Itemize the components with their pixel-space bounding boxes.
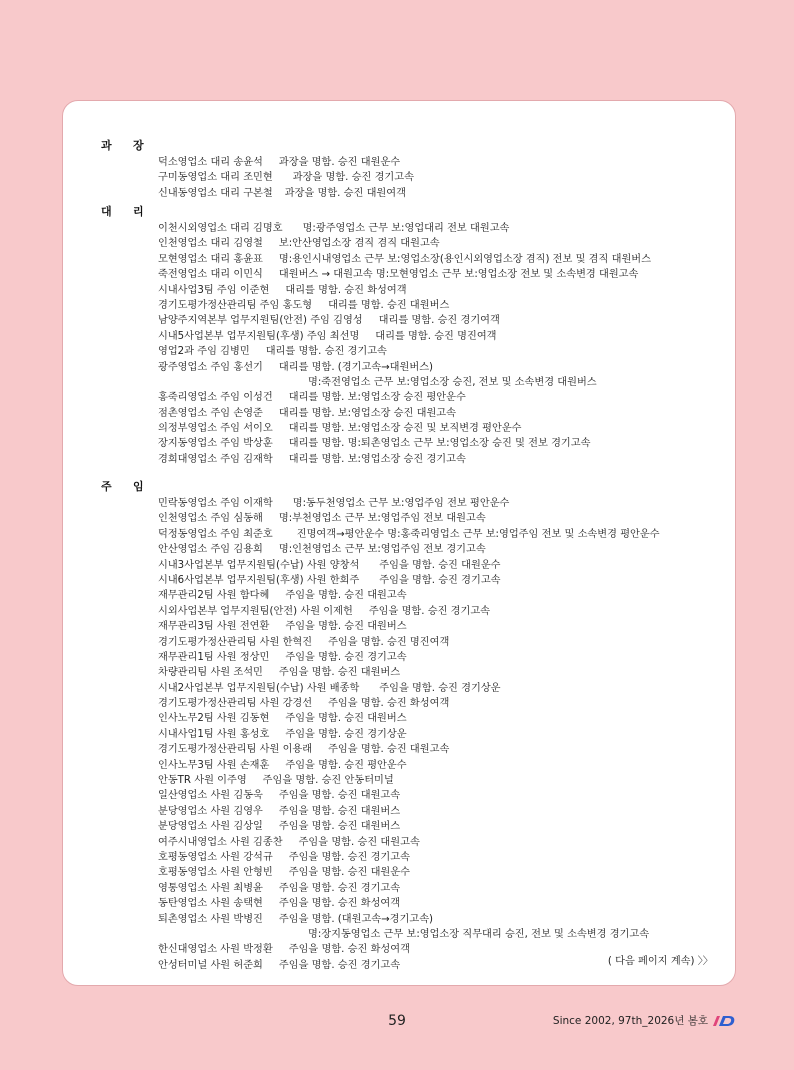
- person: 덕소영업소 대리 송윤석: [158, 157, 263, 168]
- action: 대원버스 → 대원고속 명:모현영업소 근무 보:영업소장 전보 및 소속변경 대원고속: [278, 269, 639, 281]
- person: 경기도평가정산관리팀 주임 홍도형: [158, 299, 313, 311]
- action: 주임을 명함. 승진 경기고속: [285, 651, 407, 663]
- list-item: [158, 252, 651, 267]
- page-number: 59: [388, 1013, 406, 1029]
- list-item: [158, 527, 660, 542]
- person: 광주영업소 주임 홍선기: [158, 361, 263, 373]
- action: 과장을 명함. 승진 대원운수: [278, 157, 401, 168]
- section-rows: [158, 221, 651, 467]
- action: 대리를 명함. 승진 대원버스: [328, 299, 450, 311]
- list-item: [158, 850, 660, 865]
- person: 안성터미널 사원 허준희: [158, 959, 263, 971]
- person: 재무관리3팀 사원 전연환: [158, 621, 270, 633]
- action: 명:용인시내영업소 근무 보:영업소장(용인시외영업소장 겸직) 전보 및 겸직 대원버스: [278, 253, 651, 265]
- action: 대리를 명함. 승진 경기여객: [378, 315, 500, 327]
- action: 주임을 명함. 승진 대원고속: [278, 790, 401, 802]
- list-item: [158, 865, 660, 880]
- list-item: [158, 186, 414, 201]
- brand-logo-icon: [712, 1015, 736, 1027]
- list-item: [158, 635, 660, 650]
- section-title: 주 임: [101, 480, 144, 493]
- person: 시내6사업본부 업무지원팀(후생) 사원 한희주: [158, 574, 360, 586]
- action: 주임을 명함. 승진 화성여객: [278, 898, 401, 910]
- action: 주임을 명함. 승진 대원고속: [285, 590, 407, 602]
- section-rows: [158, 496, 660, 973]
- list-item: [158, 773, 660, 788]
- action: 대리를 명함. 승진 경기고속: [265, 346, 387, 358]
- list-item: [158, 436, 651, 451]
- list-item: [158, 604, 660, 619]
- action: 과장을 명함. 승진 경기고속: [292, 172, 414, 184]
- list-item: [158, 758, 660, 773]
- person: 호평동영업소 사원 안형빈: [158, 867, 273, 879]
- list-item: [158, 542, 660, 557]
- person: 덕정동영업소 주임 최준호: [158, 528, 273, 540]
- person: 안동TR 사원 이주영: [158, 775, 247, 787]
- action: 진명여객→평안운수 명:홍죽리영업소 근무 보:영업주임 전보 및 소속변경 평안운수: [296, 528, 660, 540]
- person: 모현영업소 대리 홍윤표: [158, 253, 263, 265]
- action: 주임을 명함. 승진 화성여객: [328, 698, 450, 710]
- action: 주임을 명함. 승진 대원버스: [278, 805, 401, 817]
- person: 호평동영업소 사원 강석규: [158, 851, 273, 863]
- list-item: [158, 711, 660, 726]
- action: 주임을 명함. 승진 경기고속: [368, 605, 491, 617]
- action: 명:장지동영업소 근무 보:영업소장 직무대리 승진, 전보 및 소속변경 경기고속: [308, 928, 650, 940]
- person: 경기도평가정산관리팀 사원 한혁진: [158, 636, 313, 648]
- next-page-note: ( 다음 페이지 계속) 〉〉: [607, 956, 713, 967]
- list-item: [158, 344, 651, 359]
- person: 시내3사업본부 업무지원팀(수납) 사원 양창석: [158, 559, 360, 571]
- list-item: [158, 236, 651, 251]
- person: 홍죽리영업소 주임 이성건: [158, 392, 273, 404]
- person: 경기도평가정산관리팀 사원 강경선: [158, 698, 313, 710]
- person: 재무관리2팀 사원 함다혜: [158, 590, 270, 602]
- list-item: [158, 881, 660, 896]
- action: 주임을 명함. 승진 대원버스: [285, 713, 407, 725]
- list-item: [158, 406, 651, 421]
- person: 시내사업1팀 사원 홍성호: [158, 728, 270, 740]
- section-rows: [158, 155, 414, 201]
- list-item: [158, 804, 660, 819]
- list-item: [158, 298, 651, 313]
- list-item: [158, 681, 660, 696]
- person: 재무관리1팀 사원 정상민: [158, 651, 270, 663]
- person: 인사노무3팀 사원 손재훈: [158, 759, 270, 771]
- person: 남양주지역본부 업무지원팀(안전) 주임 김영성: [158, 315, 363, 327]
- section-title: 대 리: [101, 205, 144, 218]
- action: 주임을 명함. 승진 안동터미널: [262, 775, 394, 787]
- list-item: [158, 558, 660, 573]
- action: 주임을 명함. 승진 경기상운: [285, 728, 407, 740]
- list-item: [158, 573, 660, 588]
- list-item: [158, 958, 660, 973]
- content-card: [62, 100, 736, 986]
- person: 죽전영업소 대리 이민식: [158, 269, 263, 281]
- action: 주임을 명함. 승진 경기고속: [379, 574, 501, 586]
- list-item: [158, 665, 660, 680]
- person: 경기도평가정산관리팀 사원 이용래: [158, 744, 313, 756]
- action: 명:광주영업소 근무 보:영업대리 전보 대원고속: [302, 223, 510, 234]
- action: 명:죽전영업소 근무 보:영업소장 승진, 전보 및 소속변경 대원버스: [308, 376, 597, 388]
- action: 주임을 명함. 승진 대원운수: [288, 867, 410, 879]
- list-item: [158, 788, 660, 803]
- action: 주임을 명함. 승진 경기상운: [379, 682, 501, 694]
- action: 대리를 명함. 보:영업소장 승진 및 보직변경 평안운수: [288, 423, 522, 435]
- person: 차량관리팀 사원 조석민: [158, 667, 263, 679]
- person: 분당영업소 사원 김상일: [158, 821, 263, 833]
- person: 인사노무2팀 사원 김동현: [158, 713, 270, 725]
- action: 대리를 명함. 보:영업소장 승진 평안운수: [288, 392, 466, 404]
- person: 일산영업소 사원 김동욱: [158, 790, 263, 802]
- action: 주임을 명함. 승진 대원버스: [285, 621, 407, 633]
- person: 구미동영업소 대리 조민현: [158, 172, 273, 184]
- person: 이천시외영업소 대리 김명호: [158, 223, 283, 234]
- list-item: [158, 619, 660, 634]
- person: 시외사업본부 업무지원팀(안전) 사원 이제헌: [158, 605, 353, 617]
- action: 대리를 명함. 승진 화성여객: [285, 284, 407, 296]
- action: 대리를 명함. (경기고속→대원버스): [278, 361, 434, 373]
- list-item: [158, 912, 660, 927]
- action: 주임을 명함. 승진 대원운수: [379, 559, 501, 571]
- list-item: [158, 496, 660, 511]
- person: 여주시내영업소 사원 김종찬: [158, 836, 283, 848]
- action: 주임을 명함. (대원고속→경기고속): [278, 913, 434, 925]
- list-item: [158, 375, 651, 390]
- list-item: [158, 588, 660, 603]
- action: 주임을 명함. 승진 평안운수: [285, 759, 407, 771]
- action: 과장을 명함. 승진 대원여객: [284, 187, 406, 199]
- person: 인천영업소 대리 김영철: [158, 238, 263, 250]
- person: 퇴촌영업소 사원 박병진: [158, 913, 263, 925]
- person: 시내2사업본부 업무지원팀(수납) 사원 배종학: [158, 682, 360, 694]
- action: 주임을 명함. 승진 대원버스: [278, 667, 401, 679]
- list-item: [158, 170, 414, 185]
- person: 시내5사업본부 업무지원팀(후생) 주임 최선명: [158, 330, 360, 342]
- person: 경희대영업소 주임 김재학: [158, 453, 273, 465]
- action: 주임을 명함. 승진 대원고속: [328, 744, 450, 756]
- list-item: [158, 313, 651, 328]
- action: 명:부천영업소 근무 보:영업주임 전보 대원고속: [278, 513, 486, 525]
- list-item: [158, 942, 660, 957]
- action: 대리를 명함. 보:영업소장 승진 경기고속: [288, 453, 466, 465]
- person: 안산영업소 주임 김용희: [158, 544, 263, 556]
- list-item: [158, 452, 651, 467]
- list-item: [158, 742, 660, 757]
- list-item: [158, 221, 651, 236]
- action: 주임을 명함. 승진 대원고속: [298, 836, 420, 848]
- list-item: [158, 283, 651, 298]
- list-item: [158, 421, 651, 436]
- person: 한신대영업소 사원 박정환: [158, 944, 273, 956]
- issue-label: Since 2002, 97th_2026년 봄호: [552, 1015, 708, 1027]
- list-item: [158, 390, 651, 405]
- person: 인천영업소 주임 심동해: [158, 513, 263, 525]
- action: 보:안산영업소장 겸직 겸직 대원고속: [278, 238, 440, 250]
- action: 대리를 명함. 승진 명진여객: [375, 330, 497, 342]
- list-item: [158, 727, 660, 742]
- person: 신내동영업소 대리 구본철: [158, 187, 273, 199]
- list-item: [158, 360, 651, 375]
- action: 주임을 명함. 승진 경기고속: [288, 851, 410, 863]
- list-item: [158, 155, 414, 170]
- person: 점촌영업소 주임 손영준: [158, 407, 263, 419]
- action: 주임을 명함. 승진 경기고속: [278, 959, 401, 971]
- list-item: [158, 696, 660, 711]
- person: 민락동영업소 주임 이재학: [158, 498, 273, 509]
- list-item: [158, 650, 660, 665]
- action: 대리를 명함. 보:영업소장 승진 대원고속: [278, 407, 456, 419]
- action: 명:인천영업소 근무 보:영업주임 전보 경기고속: [278, 544, 486, 556]
- list-item: [158, 819, 660, 834]
- person: 영업2과 주임 김병민: [158, 346, 250, 358]
- person: 영통영업소 사원 최병윤: [158, 882, 263, 894]
- action: 대리를 명함. 명:퇴촌영업소 근무 보:영업소장 승진 및 전보 경기고속: [288, 438, 591, 450]
- person: 의정부영업소 주임 서이오: [158, 423, 273, 435]
- person: 장지동영업소 주임 박상훈: [158, 438, 273, 450]
- list-item: [158, 835, 660, 850]
- list-item: [158, 511, 660, 526]
- section-title: 과 장: [101, 139, 144, 152]
- person: 동탄영업소 사원 송택현: [158, 898, 263, 910]
- action: 주임을 명함. 승진 대원버스: [278, 821, 401, 833]
- person: 분당영업소 사원 김영우: [158, 805, 263, 817]
- action: 주임을 명함. 승진 화성여객: [288, 944, 410, 956]
- list-item: [158, 896, 660, 911]
- person: 시내사업3팀 주임 이준현: [158, 284, 270, 296]
- footer-issue: [553, 1013, 736, 1028]
- action: 명:동두천영업소 근무 보:영업주임 전보 평안운수: [292, 498, 510, 509]
- list-item: [158, 329, 651, 344]
- list-item: [158, 927, 660, 942]
- action: 주임을 명함. 승진 경기고속: [278, 882, 401, 894]
- action: 주임을 명함. 승진 명진여객: [328, 636, 450, 648]
- list-item: [158, 267, 651, 282]
